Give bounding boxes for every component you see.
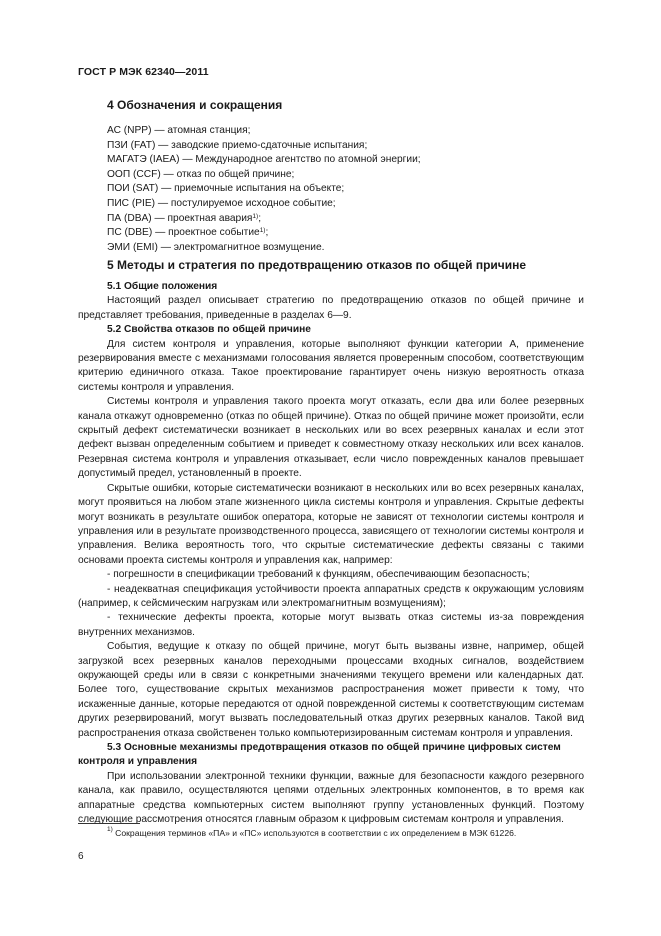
abbreviation-item xyxy=(107,212,421,227)
footnote-ref: 1) xyxy=(259,227,266,235)
abbreviation-list xyxy=(107,124,421,255)
subsection-5-3-title: 5.3 Основные механизмы предотвращения отказов по общей причине цифровых систем контроля и управления xyxy=(78,742,561,768)
list-item: - технические дефекты проекта, которые могут вызвать отказ системы из-за повреждения внутренних механизмов. xyxy=(78,612,584,638)
abbreviation-item xyxy=(107,226,421,241)
section-5-title: 5 Методы и стратегия по предотвращению отказов по общей причине xyxy=(107,258,527,272)
abbreviation-text: АС (NPP) — атомная станция; xyxy=(107,125,251,136)
abbreviation-text: ПА (DBA) — проектная авария xyxy=(107,212,253,224)
abbreviation-item xyxy=(107,139,421,154)
document-header: ГОСТ Р МЭК 62340—2011 xyxy=(78,66,209,78)
footnote-text: Сокращения терминов «ПА» и «ПС» используются в соответствии с их определением в МЭК 61226. xyxy=(112,828,517,838)
abbreviation-item xyxy=(107,124,421,139)
paragraph: Скрытые ошибки, которые систематически возникают в нескольких или во всех резервных каналах, могут проявиться на любом этапе жизненного цикла системы контроля и управления. Скрытые дефекты могут возникать в результате ошибок оператора, которые не зависят от технологии системы контроля и управления или в результате производственного процесса, зависящего от технологии системы контроля и управления. Велика вероятность того, что скрытые систематические дефекты связаны с такими основами проекта системы контроля и управления как, например: xyxy=(78,482,584,566)
abbreviation-text: ПОИ (SAT) — приемочные испытания на объекте; xyxy=(107,183,345,195)
abbreviation-item xyxy=(107,168,421,183)
abbreviation-text: МАГАТЭ (IAEA) — Международное агентство по атомной энергии; xyxy=(107,154,421,166)
paragraph: Для систем контроля и управления, которые выполняют функции категории А, применение резервирования вместе с механизмами голосования является проверенным способом, соответствующим критерию единичного отказа. Такое проектирование гарантирует очень низкую вероятность отказа системы контроля и управления. xyxy=(78,338,584,393)
paragraph: События, ведущие к отказу по общей причине, могут быть вызваны извне, например, общей загрузкой всех резервных каналов переходными процессами входных сигналов, воздействием окружающей среды или в связи с конкретными значениями текущего времени или календарных дат. Более того, существование скрытых механизмов распространения может привести к тому, что искаженные данные, которые передаются от одной поврежденной системы к соответствующим системам других резервирований, могут вызвать последовательный отказ других резервных каналов. Такой вид распространения отказа свойственен только компьютеризированным системам контроля и управления. xyxy=(78,641,584,739)
footnote-ref: 1) xyxy=(252,212,259,220)
abbreviation-item xyxy=(107,197,421,212)
list-item: - погрешности в спецификации требований к функциям, обеспечивающим безопасность; xyxy=(107,569,530,581)
abbreviation-suffix: ; xyxy=(258,212,262,224)
subsection-5-2-title: 5.2 Свойства отказов по общей причине xyxy=(107,324,311,336)
abbreviation-item xyxy=(107,182,421,197)
footnote-divider xyxy=(78,823,140,824)
abbreviation-text: ПЗИ (FAT) — заводские приемо-сдаточные испытания; xyxy=(107,139,368,151)
paragraph: Настоящий раздел описывает стратегию по предотвращению отказов по общей причине и представляет требования, приведенные в разделах 6—9. xyxy=(78,295,584,321)
abbreviation-item xyxy=(107,241,421,256)
paragraph: Системы контроля и управления такого проекта могут отказать, если два или более резервных канала откажут одновременно (отказ по общей причине). Отказ по общей причине может произойти, если скрытый дефект систематически возникает в нескольких или во всех резервных каналах и если этот дефект вызван определенным событием и приведет к совместному отказу нескольких или всех каналов. Резервная система контроля и управления отказывает, если число поврежденных каналов превышает допустимый предел, установленный в проекте. xyxy=(78,396,584,480)
subsection-5-1-title: 5.1 Общие положения xyxy=(107,281,218,292)
abbreviation-item xyxy=(107,153,421,168)
section-5-body xyxy=(78,280,584,827)
paragraph: При использовании электронной техники функции, важные для безопасности каждого резервного канала, как правило, осуществляются цепями отдельных электронных компонентов, в то время как аппаратные средства компьютерных систем выполняют группу установленных функций. Поэтому следующие рассмотрения относятся главным образом к цифровым системам контроля и управления. xyxy=(78,770,584,826)
footnote xyxy=(107,828,516,838)
page-number: 6 xyxy=(78,851,84,862)
section-4-title: 4 Обозначения и сокращения xyxy=(107,98,283,112)
footnote-marker: 1) xyxy=(107,826,113,833)
abbreviation-text: ООП (CCF) — отказ по общей причине; xyxy=(107,168,295,180)
abbreviation-suffix: ; xyxy=(265,227,269,239)
list-item: - неадекватная спецификация устойчивости проекта аппаратных средств к окружающим условиям (например, к сейсмическим нагрузкам или электромагнитным возмущениям); xyxy=(78,583,584,609)
abbreviation-text: ПИС (PIE) — постулируемое исходное событие; xyxy=(107,197,336,209)
abbreviation-text: ПС (DBE) — проектное событие xyxy=(107,227,260,239)
abbreviation-text: ЭМИ (EMI) — электромагнитное возмущение. xyxy=(107,241,325,253)
